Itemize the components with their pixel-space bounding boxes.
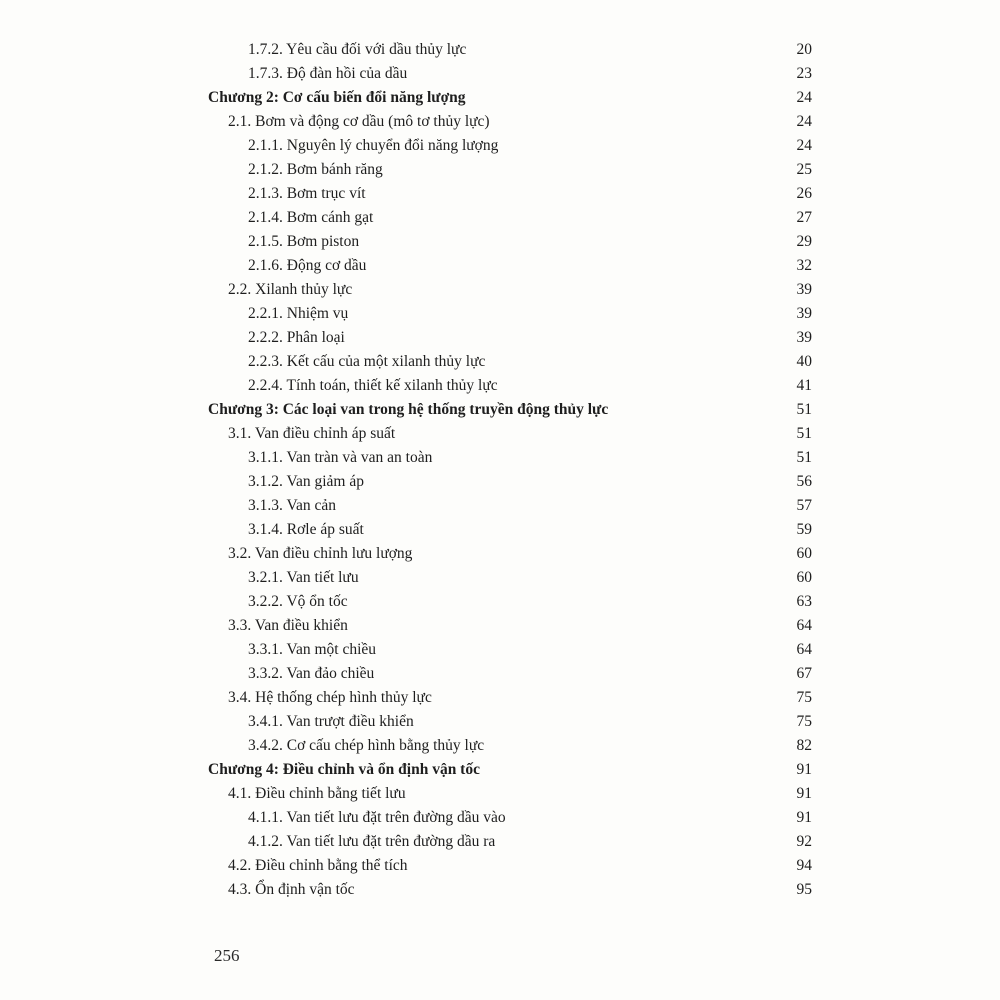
- toc-subsection-row: [0, 806, 1000, 830]
- toc-entry-page: 57: [796, 497, 812, 514]
- toc-entry-page: 51: [796, 425, 812, 442]
- toc-entry-title: 3.1.2. Van giảm áp: [248, 473, 364, 490]
- toc-subsection-row: [0, 134, 1000, 158]
- toc-entry-page: 23: [796, 65, 812, 82]
- toc-entry-page: 94: [796, 857, 812, 874]
- toc-subsection-row: [0, 830, 1000, 854]
- toc-section-row: [0, 278, 1000, 302]
- toc-chapter-row: [0, 758, 1000, 782]
- toc-entry-title: 3.1.4. Rơle áp suất: [248, 521, 364, 538]
- toc-entry-page: 51: [796, 449, 812, 466]
- page-number: 256: [214, 946, 240, 965]
- toc-entry-page: 24: [796, 89, 812, 106]
- toc-subsection-row: [0, 494, 1000, 518]
- toc-entry-title: 3.3. Van điều khiển: [228, 617, 348, 634]
- toc-entry-title: 3.4. Hệ thống chép hình thủy lực: [228, 689, 432, 706]
- toc-entry-title: 2.2.2. Phân loại: [248, 329, 345, 346]
- toc-entry-page: 40: [796, 353, 812, 370]
- toc-subsection-row: [0, 326, 1000, 350]
- toc-subsection-row: [0, 206, 1000, 230]
- toc-section-row: [0, 854, 1000, 878]
- toc-entry-page: 39: [796, 329, 812, 346]
- toc-entry-title: 2.2.3. Kết cấu của một xilanh thủy lực: [248, 353, 486, 370]
- toc-subsection-row: [0, 662, 1000, 686]
- toc-entry-title: 3.2.2. Vộ ổn tốc: [248, 593, 348, 610]
- toc-entry-title: 2.2.4. Tính toán, thiết kế xilanh thủy lực: [248, 377, 498, 394]
- toc-section-row: [0, 782, 1000, 806]
- toc-entry-page: 60: [796, 569, 812, 586]
- toc-entry-title: 3.2. Van điều chỉnh lưu lượng: [228, 545, 413, 562]
- toc-subsection-row: [0, 374, 1000, 398]
- toc-entry-page: 25: [796, 161, 812, 178]
- toc-section-row: [0, 614, 1000, 638]
- toc-entry-page: 41: [796, 377, 812, 394]
- toc-chapter-row: [0, 398, 1000, 422]
- toc-section-row: [0, 422, 1000, 446]
- toc-entry-page: 91: [796, 809, 812, 826]
- toc-entry-page: 24: [796, 137, 812, 154]
- toc-entry-page: 20: [796, 41, 812, 58]
- toc-entry-title: 3.4.2. Cơ cấu chép hình bằng thủy lực: [248, 737, 485, 754]
- toc-section-row: [0, 878, 1000, 902]
- toc-entry-title: 3.1.3. Van cản: [248, 497, 336, 514]
- toc-entry-title: 2.1.1. Nguyên lý chuyển đổi năng lượng: [248, 137, 499, 154]
- toc-entry-title: 2.1.5. Bơm piston: [248, 233, 360, 250]
- toc-entry-title: 2.1.4. Bơm cánh gạt: [248, 209, 374, 226]
- toc-entry-page: 64: [796, 641, 812, 658]
- toc-entry-page: 29: [796, 233, 812, 250]
- toc-subsection-row: [0, 734, 1000, 758]
- toc-entry-page: 75: [796, 689, 812, 706]
- toc-entry-title: 3.2.1. Van tiết lưu: [248, 569, 359, 586]
- toc-subsection-row: [0, 38, 1000, 62]
- toc-chapter-row: [0, 86, 1000, 110]
- toc-subsection-row: [0, 518, 1000, 542]
- toc-entry-title: Chương 4: Điều chỉnh và ổn định vận tốc: [208, 761, 480, 778]
- toc-subsection-row: [0, 62, 1000, 86]
- toc-entry-title: Chương 3: Các loại van trong hệ thống truyền động thủy lực: [208, 401, 609, 418]
- toc-entry-page: 39: [796, 281, 812, 298]
- toc-entry-page: 60: [796, 545, 812, 562]
- toc-subsection-row: [0, 230, 1000, 254]
- toc-entry-page: 32: [796, 257, 812, 274]
- toc-entry-title: 2.1.6. Động cơ dầu: [248, 257, 367, 274]
- toc-subsection-row: [0, 446, 1000, 470]
- toc-entry-title: 4.1.2. Van tiết lưu đặt trên đường dầu ra: [248, 833, 496, 850]
- toc-entry-page: 26: [796, 185, 812, 202]
- toc-entry-page: 95: [796, 881, 812, 898]
- toc-subsection-row: [0, 182, 1000, 206]
- toc-entry-page: 75: [796, 713, 812, 730]
- toc-entry-title: 4.1. Điều chỉnh bằng tiết lưu: [228, 785, 406, 802]
- toc-entry-title: 4.2. Điều chỉnh bằng thể tích: [228, 857, 408, 874]
- toc-entry-page: 56: [796, 473, 812, 490]
- toc-subsection-row: [0, 254, 1000, 278]
- toc-entry-title: 3.4.1. Van trượt điều khiển: [248, 713, 414, 730]
- toc-subsection-row: [0, 710, 1000, 734]
- toc-section-row: [0, 686, 1000, 710]
- toc-entry-page: 63: [796, 593, 812, 610]
- toc-entry-title: 2.1.2. Bơm bánh răng: [248, 161, 383, 178]
- toc-entry-title: 1.7.3. Độ đàn hồi của dầu: [248, 65, 408, 82]
- toc-entry-page: 91: [796, 761, 812, 778]
- toc-entry-page: 92: [796, 833, 812, 850]
- toc-entry-title: 2.1. Bơm và động cơ dầu (mô tơ thủy lực): [228, 113, 490, 130]
- toc-entry-page: 82: [796, 737, 812, 754]
- toc-entry-title: 4.1.1. Van tiết lưu đặt trên đường dầu vào: [248, 809, 506, 826]
- toc-subsection-row: [0, 590, 1000, 614]
- toc-entry-page: 27: [796, 209, 812, 226]
- toc-entry-page: 91: [796, 785, 812, 802]
- toc-section-row: [0, 110, 1000, 134]
- table-of-contents: [0, 38, 1000, 902]
- toc-entry-title: 1.7.2. Yêu cầu đối với dầu thủy lực: [248, 41, 467, 58]
- toc-subsection-row: [0, 302, 1000, 326]
- toc-entry-page: 39: [796, 305, 812, 322]
- toc-entry-page: 59: [796, 521, 812, 538]
- toc-entry-title: 2.2. Xilanh thủy lực: [228, 281, 353, 298]
- toc-entry-title: 2.1.3. Bơm trục vít: [248, 185, 366, 202]
- toc-entry-title: 3.3.2. Van đảo chiều: [248, 665, 375, 682]
- toc-entry-title: 4.3. Ổn định vận tốc: [228, 881, 355, 898]
- toc-entry-title: 2.2.1. Nhiệm vụ: [248, 305, 349, 322]
- toc-subsection-row: [0, 638, 1000, 662]
- toc-entry-page: 51: [796, 401, 812, 418]
- toc-subsection-row: [0, 350, 1000, 374]
- toc-entry-page: 64: [796, 617, 812, 634]
- toc-entry-title: Chương 2: Cơ cấu biến đổi năng lượng: [208, 89, 466, 106]
- toc-entry-title: 3.3.1. Van một chiều: [248, 641, 377, 658]
- toc-section-row: [0, 542, 1000, 566]
- toc-entry-title: 3.1.1. Van tràn và van an toàn: [248, 449, 433, 466]
- toc-entry-title: 3.1. Van điều chỉnh áp suất: [228, 425, 396, 442]
- toc-subsection-row: [0, 566, 1000, 590]
- toc-subsection-row: [0, 470, 1000, 494]
- toc-entry-page: 67: [796, 665, 812, 682]
- toc-subsection-row: [0, 158, 1000, 182]
- toc-entry-page: 24: [796, 113, 812, 130]
